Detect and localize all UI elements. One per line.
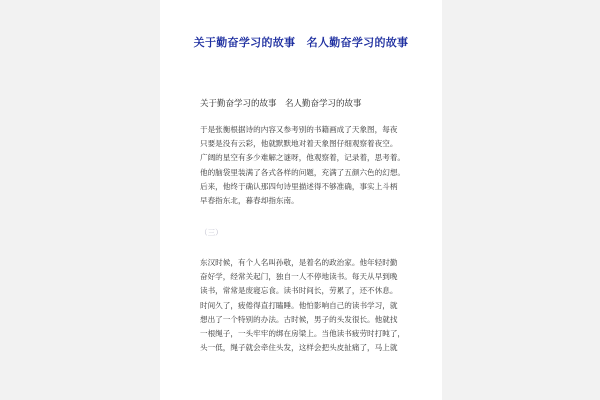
paragraph-2 (200, 256, 432, 355)
section-number: （三） (200, 228, 223, 237)
paragraph-line: 时间久了，疲倦得直打瞌睡。他怕影响自己的读书学习，就 (200, 300, 398, 310)
article-subtitle: 关于勤奋学习的故事 名人勤奋学习的故事 (200, 99, 362, 109)
paragraph-line: 想出了一个特别的办法。古时候，男子的头发很长。他就找 (200, 314, 398, 324)
paragraph-line: 读书，常常是废寝忘食。读书时间长，劳累了，还不休息。 (200, 286, 398, 296)
paragraph-line: 他的脑袋里装满了各式各样的问题，充满了五颜六色的幻想。 (200, 167, 406, 177)
document-page (160, 0, 442, 400)
paragraph-line: 奋好学，经常关起门，独自一人不停地读书。每天从早到晚 (200, 272, 398, 282)
paragraph-line: 东汉时候，有个人名叫孙敬，是着名的政治家。他年轻时勤 (200, 258, 398, 267)
paragraph-line: 早春指东北，暮春却指东南。 (200, 196, 299, 206)
paragraph-line: 一根绳子，一头牢牢的绑在房梁上。当他读书疲劳时打盹了， (200, 329, 406, 339)
paragraph-line: 于是张衡根据诗的内容又参考别的书籍画成了天象图，每夜 (200, 125, 398, 134)
paragraph-line: 头一低，绳子就会牵住头发，这样会把头皮扯痛了，马上就 (200, 343, 398, 353)
paragraph-1 (200, 123, 432, 208)
paragraph-line: 后来，他终于确认那四句诗里描述得不够准确，事实上斗柄 (200, 181, 398, 191)
paragraph-line: 广阔的星空有多少难解之谜呀，他观察着，记录着，思考着。 (200, 153, 406, 163)
page-title: 关于勤奋学习的故事 名人勤奋学习的故事 (193, 36, 409, 49)
paragraph-line: 只要是没有云彩，他就默默地对着天象图仔细观察着夜空。 (200, 139, 398, 149)
